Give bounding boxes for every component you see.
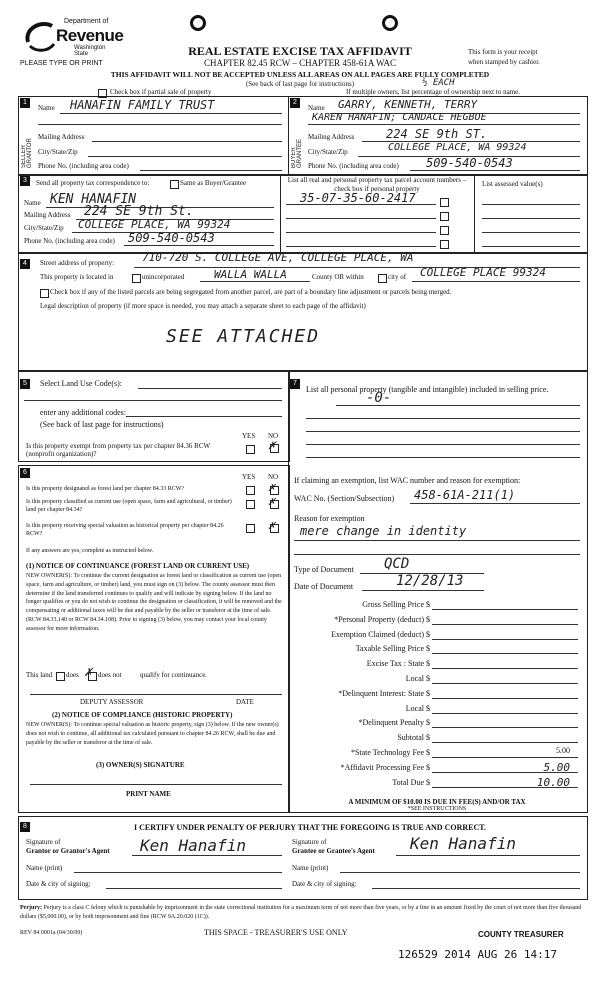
historic-no-mark: ✗ bbox=[268, 518, 276, 532]
exempt-yes-checkbox[interactable] bbox=[246, 445, 255, 454]
fee-label: *Affidavit Processing Fee $ bbox=[340, 762, 430, 772]
buyer-city[interactable]: COLLEGE PLACE, WA 99324 bbox=[388, 142, 527, 153]
same-as-buyer-checkbox[interactable] bbox=[170, 180, 179, 189]
fee-row bbox=[294, 760, 582, 775]
seller-mailing-label: Mailing Address bbox=[38, 133, 85, 141]
exemption-claim-label: If claiming an exemption, list WAC number and reason for exemption: bbox=[294, 476, 521, 485]
fee-row bbox=[294, 659, 582, 671]
doc-date-label: Date of Document bbox=[294, 582, 354, 591]
section-2-number: 2 bbox=[290, 98, 300, 108]
fee-value[interactable]: 5.00 bbox=[543, 760, 570, 774]
form-number: REV 84 0001a (04/30/09) bbox=[20, 930, 83, 936]
city-of-label: city of bbox=[388, 273, 407, 281]
wac-value[interactable]: 458-61A-211(1) bbox=[414, 488, 516, 502]
s3-phone-label: Phone No. (including area code) bbox=[24, 237, 115, 245]
forest-yes-checkbox[interactable] bbox=[246, 486, 255, 495]
fee-row bbox=[294, 775, 582, 790]
does-label: does bbox=[66, 671, 79, 679]
grantor-date-city-label: Date & city of signing: bbox=[26, 880, 91, 888]
perjury-notice bbox=[20, 904, 584, 921]
street-label: Street address of property: bbox=[40, 259, 115, 267]
doc-type-label: Type of Document bbox=[294, 565, 354, 574]
buyer-phone-label: Phone No. (including area code) bbox=[308, 162, 399, 170]
fee-row bbox=[294, 748, 582, 760]
certify-statement: I CERTIFY UNDER PENALTY OF PERJURY THAT THE FOREGOING IS TRUE AND CORRECT. bbox=[133, 823, 486, 832]
notice-2-text: NEW OWNER(S): To continue special valuation as historic property, sign (3) below. If the new owner(s) does not wish to continue, all additional tax calculated pursuant to chapter 84.26 RCW, shall be due and payable by the seller or transferor at the time of sale. bbox=[26, 722, 279, 746]
treasurer-space-label: THIS SPACE - TREASURER'S USE ONLY bbox=[204, 928, 348, 937]
grantee-date-city-label: Date & city of signing: bbox=[292, 880, 357, 888]
buyer-mailing-label: Mailing Address bbox=[308, 133, 355, 141]
warning-line: THIS AFFIDAVIT WILL NOT BE ACCEPTED UNLESS ALL AREAS ON ALL PAGES ARE FULLY COMPLETED bbox=[110, 70, 490, 79]
s3-mailing-label: Mailing Address bbox=[24, 211, 71, 219]
s3-name[interactable]: KEN HANAFIN bbox=[50, 192, 137, 207]
buyer-phone[interactable]: 509-540-0543 bbox=[426, 156, 513, 170]
fee-line bbox=[432, 713, 578, 714]
fee-line bbox=[432, 668, 578, 669]
notice-2-title: (2) NOTICE OF COMPLIANCE (HISTORIC PROPERTY) bbox=[52, 711, 233, 719]
fee-line bbox=[432, 742, 578, 743]
fee-line bbox=[432, 698, 578, 699]
perjury-label: Perjury: bbox=[20, 905, 42, 911]
owner-signature-label: (3) OWNER(S) SIGNATURE bbox=[96, 761, 185, 769]
fee-label: Gross Selling Price $ bbox=[362, 600, 430, 609]
notice-1-title: (1) NOTICE OF CONTINUANCE (FOREST LAND OR CURRENT USE) bbox=[26, 562, 250, 570]
seller-name-label: Name bbox=[38, 104, 55, 112]
personal-property-label: List all personal property (tangible and intangible) included in selling price. bbox=[306, 385, 549, 394]
personal-property-value[interactable]: -0- bbox=[366, 390, 392, 406]
reason-value[interactable]: mere change in identity bbox=[300, 524, 467, 538]
s3-phone[interactable]: 509-540-0543 bbox=[128, 231, 215, 245]
fee-row bbox=[294, 644, 582, 656]
s6-no-header: NO bbox=[268, 473, 279, 481]
grantee-signature[interactable]: Ken Hanafin bbox=[410, 834, 516, 853]
section-5-number: 5 bbox=[20, 379, 30, 389]
historic-question: Is this property receiving special valuation as historical property per chapter 84.26 RCW? bbox=[26, 523, 224, 537]
grantor-sig-label-2: Grantor or Grantor's Agent bbox=[26, 847, 110, 855]
treasurer-stamp: 126529 2014 AUG 26 14:17 bbox=[398, 948, 557, 961]
fee-label: Exemption Claimed (deduct) $ bbox=[331, 629, 430, 639]
historic-yes-checkbox[interactable] bbox=[246, 524, 255, 533]
receipt-note-2: when stamped by cashier. bbox=[468, 58, 540, 66]
seller-name[interactable]: HANAFIN FAMILY TRUST bbox=[70, 98, 215, 112]
this-land-label: This land bbox=[26, 671, 53, 679]
section-6-number: 6 bbox=[20, 468, 30, 478]
same-as-buyer-label: Same as Buyer/Grantee bbox=[180, 179, 247, 187]
s3-mailing[interactable]: 224 SE 9th St. bbox=[84, 204, 194, 219]
parcel-number[interactable]: 35-07-35-60-2417 bbox=[300, 191, 416, 205]
parcel-2-personal-checkbox[interactable] bbox=[440, 212, 449, 221]
fee-row bbox=[294, 689, 582, 701]
buyer-name-1[interactable]: GARRY, KENNETH, TERRY bbox=[338, 98, 478, 111]
revenue-logo bbox=[22, 16, 124, 57]
current-use-question: Is this property classified as current use (open space, farm and agricultural, or timber) land per chapter 84.34? bbox=[26, 499, 232, 513]
dept-logo-text: Revenue bbox=[56, 26, 124, 45]
fee-line bbox=[432, 727, 578, 728]
legal-desc-label: Legal description of property (if more space is needed, you may attach a separate sheet to each page of the affidavit) bbox=[40, 302, 366, 310]
see-back-line: (See back of last page for instructions) bbox=[245, 80, 355, 88]
fee-label: Local $ bbox=[405, 674, 430, 683]
chapter-line: CHAPTER 82.45 RCW – CHAPTER 458-61A WAC bbox=[204, 58, 396, 68]
buyer-name-label: Name bbox=[308, 104, 325, 112]
parcel-header: List all real and personal property tax parcel account numbers – check box if personal property bbox=[287, 176, 467, 193]
deputy-date-label: DATE bbox=[236, 698, 254, 706]
minimum-due-note: A MINIMUM OF $10.00 IS DUE IN FEE(S) AND/OR TAX bbox=[348, 798, 526, 806]
exempt-question: Is this property exempt from property tax per chapter 84.36 RCW (nonprofit organization)? bbox=[26, 442, 210, 458]
exempt-no-mark: ✗ bbox=[268, 438, 276, 453]
current-use-yes-checkbox[interactable] bbox=[246, 500, 255, 509]
fee-label: Excise Tax : State $ bbox=[366, 659, 430, 669]
grantee-sig-label-2: Grantee or Grantee's Agent bbox=[292, 847, 375, 855]
fee-value[interactable]: 5.00 bbox=[556, 746, 570, 755]
multiple-owners-label: If multiple owners, list percentage of ownership next to name. bbox=[346, 88, 520, 96]
fee-row bbox=[294, 615, 582, 627]
fee-line bbox=[432, 609, 578, 610]
forest-no-mark: ✗ bbox=[268, 480, 276, 494]
fee-row bbox=[294, 674, 582, 686]
doc-type-value[interactable]: QCD bbox=[384, 556, 410, 572]
s5-yes-header: YES bbox=[242, 432, 256, 440]
fee-label: *Delinquent Penalty $ bbox=[358, 718, 430, 728]
fee-line bbox=[432, 653, 578, 654]
correspondence-label: Send all property tax correspondence to: bbox=[36, 179, 150, 187]
section-3-number: 3 bbox=[20, 176, 30, 186]
fee-label: Total Due $ bbox=[392, 777, 430, 787]
unincorporated-checkbox[interactable] bbox=[132, 274, 141, 283]
grantor-name-print-label: Name (print) bbox=[26, 864, 63, 872]
fee-line bbox=[432, 639, 578, 640]
if-yes-note: If any answers are yes, complete as instructed below. bbox=[26, 548, 154, 554]
fee-label: *State Technology Fee $ bbox=[350, 748, 430, 757]
buyer-grantee-label: BUYER GRANTEE bbox=[291, 138, 303, 168]
reason-label: Reason for exemption bbox=[294, 514, 365, 523]
fee-label: *Delinquent Interest: State $ bbox=[338, 688, 430, 698]
section-8-number: 8 bbox=[20, 822, 30, 832]
fee-row bbox=[294, 630, 582, 642]
grantor-signature[interactable]: Ken Hanafin bbox=[140, 836, 246, 855]
fee-line bbox=[432, 757, 578, 758]
seller-phone-label: Phone No. (including area code) bbox=[38, 162, 129, 170]
forest-question: Is this property designated as forest land per chapter 84.33 RCW? bbox=[26, 486, 185, 492]
type-or-print: PLEASE TYPE OR PRINT bbox=[20, 60, 103, 67]
county-value[interactable]: WALLA WALLA bbox=[214, 268, 287, 281]
grantee-sig-label-1: Signature of bbox=[292, 838, 327, 846]
partial-sale-label: Check box if partial sale of property bbox=[110, 88, 212, 96]
land-use-label: Select Land Use Code(s): bbox=[40, 379, 122, 388]
section-1-number: 1 bbox=[20, 98, 30, 108]
does-not-label: does not bbox=[98, 671, 122, 679]
does-checkbox[interactable] bbox=[56, 672, 65, 681]
fee-label: Taxable Selling Price $ bbox=[355, 644, 430, 654]
s6-yes-header: YES bbox=[242, 473, 256, 481]
parcel-4-personal-checkbox[interactable] bbox=[440, 240, 449, 249]
county-treasurer-label: COUNTY TREASURER bbox=[478, 930, 564, 939]
buyer-city-label: City/State/Zip bbox=[308, 148, 348, 156]
additional-codes-label: enter any additional codes: bbox=[40, 408, 126, 417]
s3-name-label: Name bbox=[24, 199, 41, 207]
dept-state: Washington State bbox=[74, 45, 106, 57]
fee-value[interactable]: 10.00 bbox=[536, 775, 570, 789]
notice-1-text: NEW OWNER(S): To continue the current designation as forest land or classification as current use (open space, farm and agriculture, or timber) land, you must sign on (3) below. The county assessor must then determine if the land transferred continues to qualify and will indicate by signing below. If the land no longer qualifies or you do not wish to continue the designation or classification, it will be removed and the compensating or additional taxes will be due and payable by the seller or transferor at the time of sale. (RCW 84.33.140 or RCW 84.34.108). Prior to signing (3) below, you may contact your local county assessor for more information. bbox=[26, 573, 282, 632]
street-value[interactable]: 710-720 S. COLLEGE AVE, COLLEGE PLACE, WA bbox=[142, 251, 414, 264]
buyer-mailing[interactable]: 224 SE 9th ST. bbox=[386, 127, 488, 141]
grantor-sig-label-1: Signature of bbox=[26, 838, 61, 846]
page-title: REAL ESTATE EXCISE TAX AFFIDAVIT bbox=[188, 44, 412, 58]
percent-each: ½ EACH bbox=[422, 78, 455, 88]
segregated-checkbox[interactable] bbox=[40, 289, 49, 298]
wac-label: WAC No. (Section/Subsection) bbox=[294, 494, 395, 503]
doc-date-value[interactable]: 12/28/13 bbox=[396, 573, 464, 589]
fee-label: Local $ bbox=[405, 703, 430, 713]
qualify-label: qualify for continuance. bbox=[140, 671, 208, 679]
county-or-within-label: County OR within bbox=[312, 273, 364, 281]
section-4-number: 4 bbox=[20, 259, 30, 269]
segregated-label: Check box if any of the listed parcels are being segregated from another parcel, are part of a boundary line adjustment or parcels being merged. bbox=[50, 288, 452, 296]
fee-line bbox=[432, 624, 578, 625]
unincorporated-label: unincorporated bbox=[142, 273, 185, 281]
s3-city-label: City/State/Zip bbox=[24, 224, 64, 232]
s5-see-back: (See back of last page for instructions) bbox=[40, 420, 164, 429]
fee-label: Subtotal $ bbox=[397, 733, 430, 743]
seller-city-label: City/State/Zip bbox=[38, 148, 78, 156]
receipt-note-1: This form is your receipt bbox=[468, 48, 538, 56]
does-not-mark: ✗ bbox=[84, 664, 93, 680]
buyer-name-2[interactable]: KAREN HANAFIN; CANDACE HEGBOE bbox=[312, 112, 487, 123]
punch-hole-left bbox=[190, 15, 206, 31]
fee-line bbox=[432, 683, 578, 684]
parcel-3-personal-checkbox[interactable] bbox=[440, 226, 449, 235]
assessed-header: List assessed value(s) bbox=[482, 180, 543, 188]
perjury-text: Perjury is a class C felony which is punishable by imprisonment in the state correctional institution for a maximum term of not more than five years, or by a fine in an amount fixed by the court of not more than five thousand dollars ($5,000.00), or by both imprisonment and fine (RCW 9A.20.020 (1C)). bbox=[20, 905, 582, 920]
fee-row bbox=[294, 600, 582, 612]
seller-grantor-label: SELLER GRANTOR bbox=[21, 138, 33, 168]
city-value[interactable]: COLLEGE PLACE 99324 bbox=[420, 266, 546, 279]
s3-city[interactable]: COLLEGE PLACE, WA 99324 bbox=[78, 218, 231, 231]
punch-hole-right bbox=[382, 15, 398, 31]
fee-row bbox=[294, 718, 582, 730]
deputy-assessor-label: DEPUTY ASSESSOR bbox=[80, 698, 144, 706]
print-name-label: PRINT NAME bbox=[126, 790, 171, 798]
located-in-label: This property is located in bbox=[40, 273, 114, 281]
fee-label: *Personal Property (deduct) $ bbox=[334, 614, 430, 624]
section-7-number: 7 bbox=[290, 379, 300, 389]
parcel-1-personal-checkbox[interactable] bbox=[440, 198, 449, 207]
fee-row bbox=[294, 704, 582, 716]
fee-row bbox=[294, 733, 582, 745]
dept-line1: Department of bbox=[64, 18, 109, 25]
city-of-checkbox[interactable] bbox=[378, 274, 387, 283]
grantee-name-print-label: Name (print) bbox=[292, 864, 329, 872]
see-instructions-note: *SEE INSTRUCTIONS bbox=[407, 806, 467, 812]
s5-no-header: NO bbox=[268, 432, 279, 440]
current-use-no-mark: ✗ bbox=[268, 494, 276, 508]
legal-desc-value[interactable]: SEE ATTACHED bbox=[166, 326, 321, 347]
